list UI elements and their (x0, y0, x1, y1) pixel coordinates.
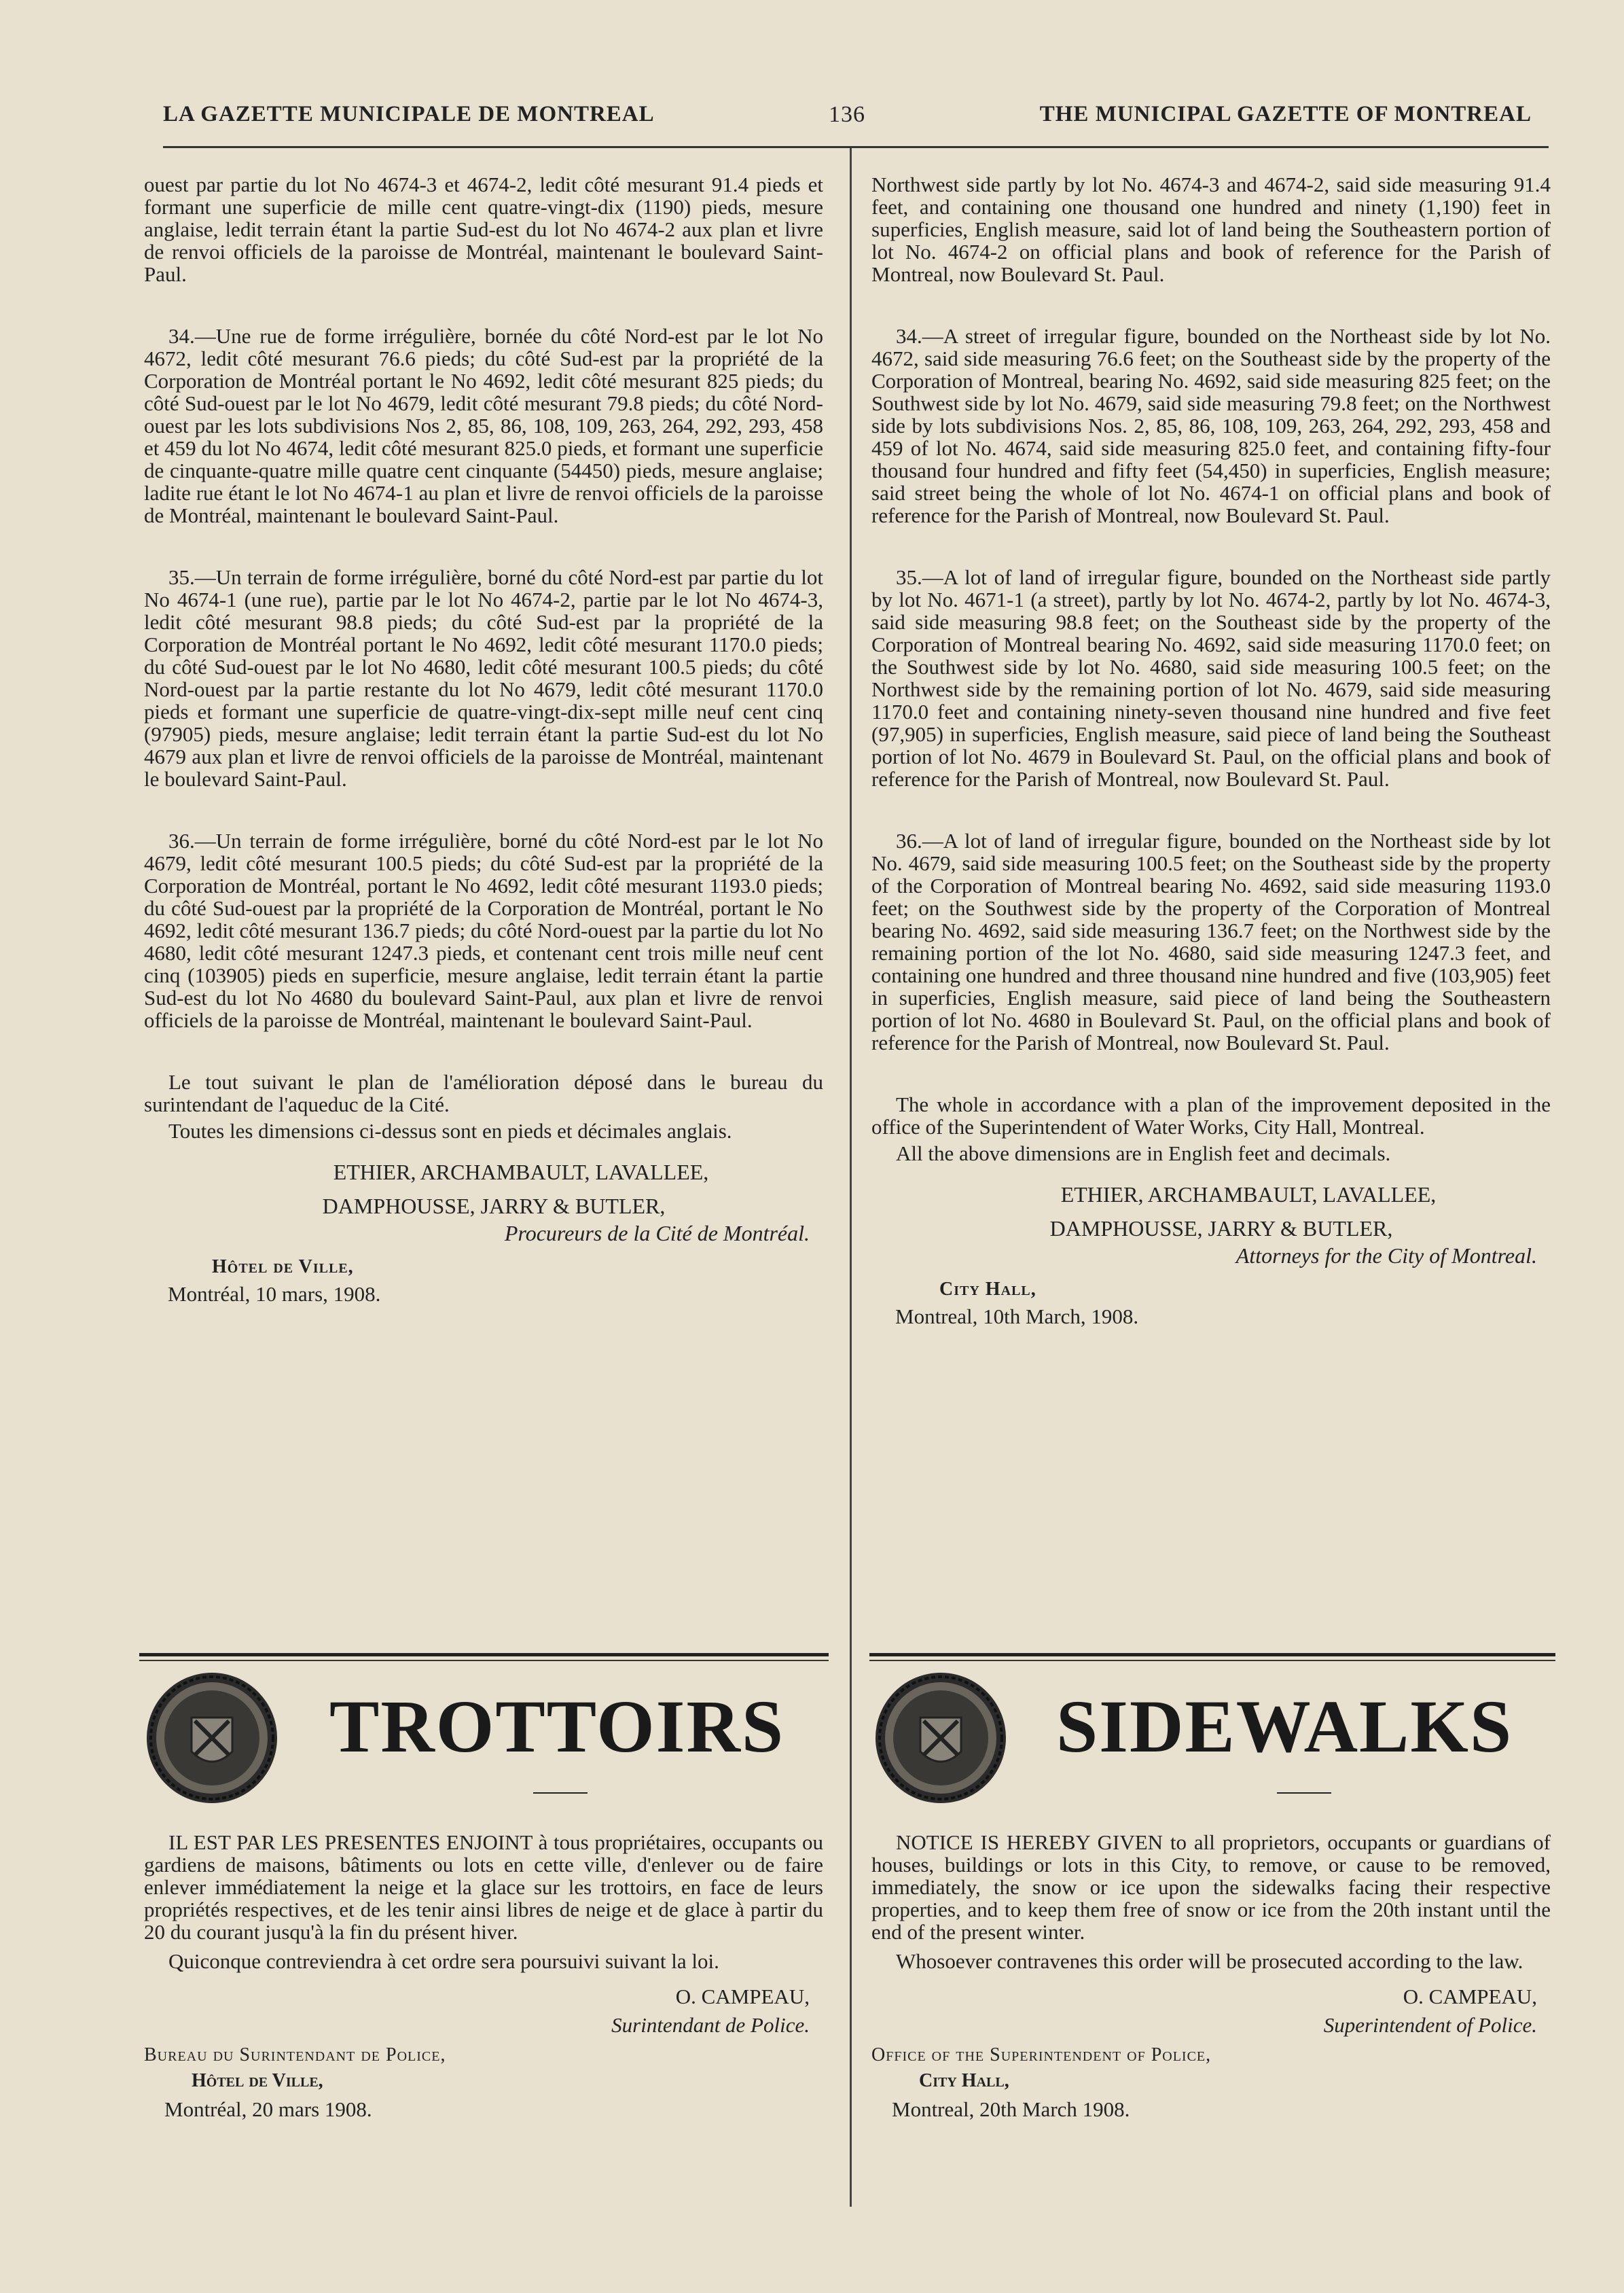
signature-role: Attorneys for the City of Montreal. (1235, 1243, 1537, 1268)
signature-date: Montréal, 10 mars, 1908. (168, 1282, 381, 1306)
signature-date: Montreal, 10th March, 1908. (895, 1304, 1139, 1328)
header-english-title: THE MUNICIPAL GAZETTE OF MONTREAL (1039, 102, 1532, 126)
paragraph-en-continuation: Northwest side partly by lot No. 4674-3 and 4674-2, said side measuring 91.4 feet, and containing one thousand one hundred and ninety (1,190) feet in superficies, English measure, said lot of land being the Southeastern portion of lot No. 4674-2 on official plans and book of reference for the Parish of Montreal, now Boulevard St. Paul. (871, 173, 1551, 286)
page-number: 136 (829, 102, 865, 127)
paragraph-en-dimensions: All the above dimensions are in English feet and decimals. (896, 1141, 1391, 1165)
french-column (144, 173, 823, 1307)
sidewalks-title: SIDEWALKS (1056, 1685, 1513, 1768)
section-subrule-left (139, 1660, 829, 1661)
notice-fr-penalty: Quiconque contreviendra à cet ordre sera poursuivi suivant la loi. (168, 1949, 719, 1973)
signature-line-2: DAMPHOUSSE, JARRY & BUTLER, (322, 1194, 666, 1218)
trottoirs-title: TROTTOIRS (329, 1685, 785, 1768)
paragraph-fr-dimensions: Toutes les dimensions ci-dessus sont en pieds et décimales anglais. (168, 1119, 732, 1143)
notice-fr-body: IL EST PAR LES PRESENTES ENJOINT à tous propriétaires, occupants ou gardiens de maisons, bâtiments ou lots en cette ville, d'enlever ou de faire enlever immédiatement la neige et la glace sur les trottoirs, en face de leurs propriétés respectives, et de les tenir ainsi libres de neige et de glace à partir du 20 du courant jusqu'à la fin du présent hiver. (144, 1830, 823, 1944)
notice-en-signature: O. CAMPEAU, (1403, 1985, 1537, 2008)
section-subrule-right (869, 1660, 1555, 1661)
signature-line-1: ETHIER, ARCHAMBAULT, LAVALLEE, (333, 1160, 709, 1184)
city-seal-icon (873, 1670, 1009, 1806)
signature-role: Procureurs de la Cité de Montréal. (504, 1221, 810, 1245)
paragraph-fr-36: 36.—Un terrain de forme irrégulière, borné du côté Nord-est par le lot No 4679, ledit côté mesurant 100.5 pieds; du côté Sud-est par la propriété de la Corporation de Montréal, portant le No 4692, ledit côté mesurant 1193.0 pieds; du côté Sud-ouest par la propriété de la Corporation de Montréal, portant le No 4692, ledit côté mesurant 136.7 pieds; du côté Nord-ouest par la partie du lot No 4680, ledit côté mesurant 1247.3 pieds, et contenant cent trois mille neuf cent cinq (103905) pieds en superficie, mesure anglaise, ledit terrain étant la partie Sud-est du lot No 4680 du boulevard Saint-Paul, aux plan et livre de renvoi officiels de la paroisse de Montréal, maintenant le boulevard Saint-Paul. (144, 829, 823, 1032)
signature-place: Hôtel de Ville, (212, 1256, 354, 1277)
notice-fr-office: Bureau du Surintendant de Police, (144, 2044, 446, 2065)
english-column (871, 173, 1551, 1329)
paragraph-en-36: 36.—A lot of land of irregular figure, bounded on the Northeast side by lot No. 4679, said side measuring 100.5 feet; on the Southeast side by the property of the Corporation of Montreal bearing No. 4692, said side measuring 1193.0 feet; on the Southwest side by the property of the Corporation of Montreal bearing No. 4692, said side measuring 136.7 feet; on the Northwest side by the remaining portion of the lot No. 4680, said side measuring 1247.3 feet, and containing one hundred and three thousand nine hundred and five (103,905) feet in superficies, English measure, said piece of land being the Southeastern portion of lot No. 4680 in Boulevard St. Paul, on the official plans and book of reference for the Parish of Montreal, now Boulevard St. Paul. (871, 829, 1551, 1054)
header-rule (163, 146, 1549, 148)
signature-line-2: DAMPHOUSSE, JARRY & BUTLER, (1049, 1216, 1393, 1241)
notice-en-body: NOTICE IS HEREBY GIVEN to all proprietors, occupants or guardians of houses, buildings or lots in this City, to remove, or cause to be removed, immediately, the snow or ice upon the sidewalks facing their respective properties, and to keep them free of snow or ice from the 20th instant until the end of the present winter. (871, 1830, 1551, 1944)
notice-fr-signature: O. CAMPEAU, (675, 1985, 810, 2008)
sidewalks-notice (871, 1831, 1551, 2122)
notice-en-penalty: Whosoever contravenes this order will be prosecuted according to the law. (896, 1949, 1523, 1973)
paragraph-en-34: 34.—A street of irregular figure, bounded on the Northeast side by lot No. 4672, said side measuring 76.6 feet; on the Southeast side by the property of the Corporation of Montreal, bearing No. 4692, said side measuring 825 feet; on the Southwest side by lot No. 4679, said side measuring 79.8 feet; on the Northwest side by lots subdivisions Nos. 2, 85, 86, 108, 109, 263, 264, 292, 293, 458 and 459 of lot No. 4674, said side measuring 825.0 feet, and containing fifty-four thousand four hundred and fifty feet (54,450) in superficies, English measure; said street being the whole of lot No. 4674-1 on official plans and book of reference for the Parish of Montreal, now Boulevard St. Paul. (871, 324, 1551, 527)
notice-fr-role: Surintendant de Police. (611, 2013, 810, 2037)
notice-en-office: Office of the Superintendent of Police, (871, 2044, 1212, 2065)
page-header (163, 102, 1552, 143)
section-rule-left (139, 1653, 829, 1656)
city-seal-icon (144, 1670, 280, 1806)
title-underline (1277, 1792, 1331, 1794)
section-rule-right (869, 1653, 1555, 1656)
trottoirs-notice (144, 1831, 823, 2122)
paragraph-en-35: 35.—A lot of land of irregular figure, bounded on the Northeast side partly by lot No. 4671-1 (a street), partly by lot No. 4674-2, partly by lot No. 4674-3, said side measuring 98.8 feet; on the Southeast side by the property of the Corporation of Montreal bearing No. 4692, said side measuring 1170.0 feet; on the Southwest side by lot No. 4680, said side measuring 100.5 feet; on the Northwest side by the remaining portion of lot No. 4679, said side measuring 1170.0 feet and containing ninety-seven thousand nine hundred and five feet (97,905) in superficies, English measure, said piece of land being the Southeast portion of lot No. 4679 in Boulevard St. Paul, on the official plans and book of reference for the Parish of Montreal, now Boulevard St. Paul. (871, 565, 1551, 791)
signature-line-1: ETHIER, ARCHAMBAULT, LAVALLEE, (1060, 1182, 1437, 1207)
notice-fr-date: Montréal, 20 mars 1908. (164, 2097, 372, 2121)
paragraph-en-plan: The whole in accordance with a plan of the improvement deposited in the office of the Superintendent of Water Works, City Hall, Montreal. (871, 1092, 1551, 1139)
notice-fr-city: Hôtel de Ville, (192, 2070, 323, 2091)
title-underline (533, 1792, 588, 1794)
header-french-title: LA GAZETTE MUNICIPALE DE MONTREAL (163, 102, 655, 126)
signature-place: City Hall, (939, 1279, 1036, 1300)
column-divider (850, 148, 852, 2207)
notice-en-role: Superintendent of Police. (1323, 2013, 1537, 2037)
paragraph-fr-34: 34.—Une rue de forme irrégulière, bornée du côté Nord-est par le lot No 4672, ledit côté mesurant 76.6 pieds; du côté Sud-est par la propriété de la Corporation de Montréal portant le No 4692, ledit côté mesurant 825 pieds; du côté Sud-ouest par le lot No 4679, ledit côté mesurant 79.8 pieds; du côté Nord-ouest par les lots subdivisions Nos 2, 85, 86, 108, 109, 263, 264, 292, 293, 458 et 459 du lot No 4674, ledit côté mesurant 825.0 pieds, et formant une superficie de cinquante-quatre mille quatre cent cinquante (54450) pieds, mesure anglaise; ladite rue étant le lot No 4674-1 au plan et livre de renvoi officiels de la paroisse de Montréal, maintenant le boulevard Saint-Paul. (144, 324, 823, 527)
paragraph-fr-35: 35.—Un terrain de forme irrégulière, borné du côté Nord-est par partie du lot No 4674-1 (une rue), partie par le lot No 4674-2, partie par le lot No 4674-3, ledit côté mesurant 98.8 pieds; du côté Sud-est par la propriété de la Corporation de Montréal portant le No 4692, ledit côté mesurant 1170.0 pieds; du côté Sud-ouest par le lot No 4680, ledit côté mesurant 100.5 pieds; du côté Nord-ouest par la partie restante du lot No 4679, ledit côté mesurant 1170.0 pieds et formant une superficie de quatre-vingt-dix-sept mille neuf cent cinq (97905) pieds, mesure anglaise; ledit terrain étant la partie Sud-est du lot No 4679 aux plan et livre de renvoi officiels de la paroisse de Montréal, maintenant le boulevard Saint-Paul. (144, 565, 823, 791)
paragraph-fr-plan: Le tout suivant le plan de l'amélioration déposé dans le bureau du surintendant de l'aqueduc de la Cité. (144, 1070, 823, 1116)
notice-en-city: City Hall, (919, 2070, 1009, 2091)
notice-en-date: Montreal, 20th March 1908. (892, 2097, 1130, 2121)
paragraph-fr-continuation: ouest par partie du lot No 4674-3 et 4674-2, ledit côté mesurant 91.4 pieds et formant une superficie de mille cent quatre-vingt-dix (1190) pieds, mesure anglaise, ledit terrain étant la partie Sud-est du lot No 4674-2 aux plan et livre de renvoi officiels de la paroisse de Montréal, maintenant le boulevard Saint-Paul. (144, 173, 823, 286)
